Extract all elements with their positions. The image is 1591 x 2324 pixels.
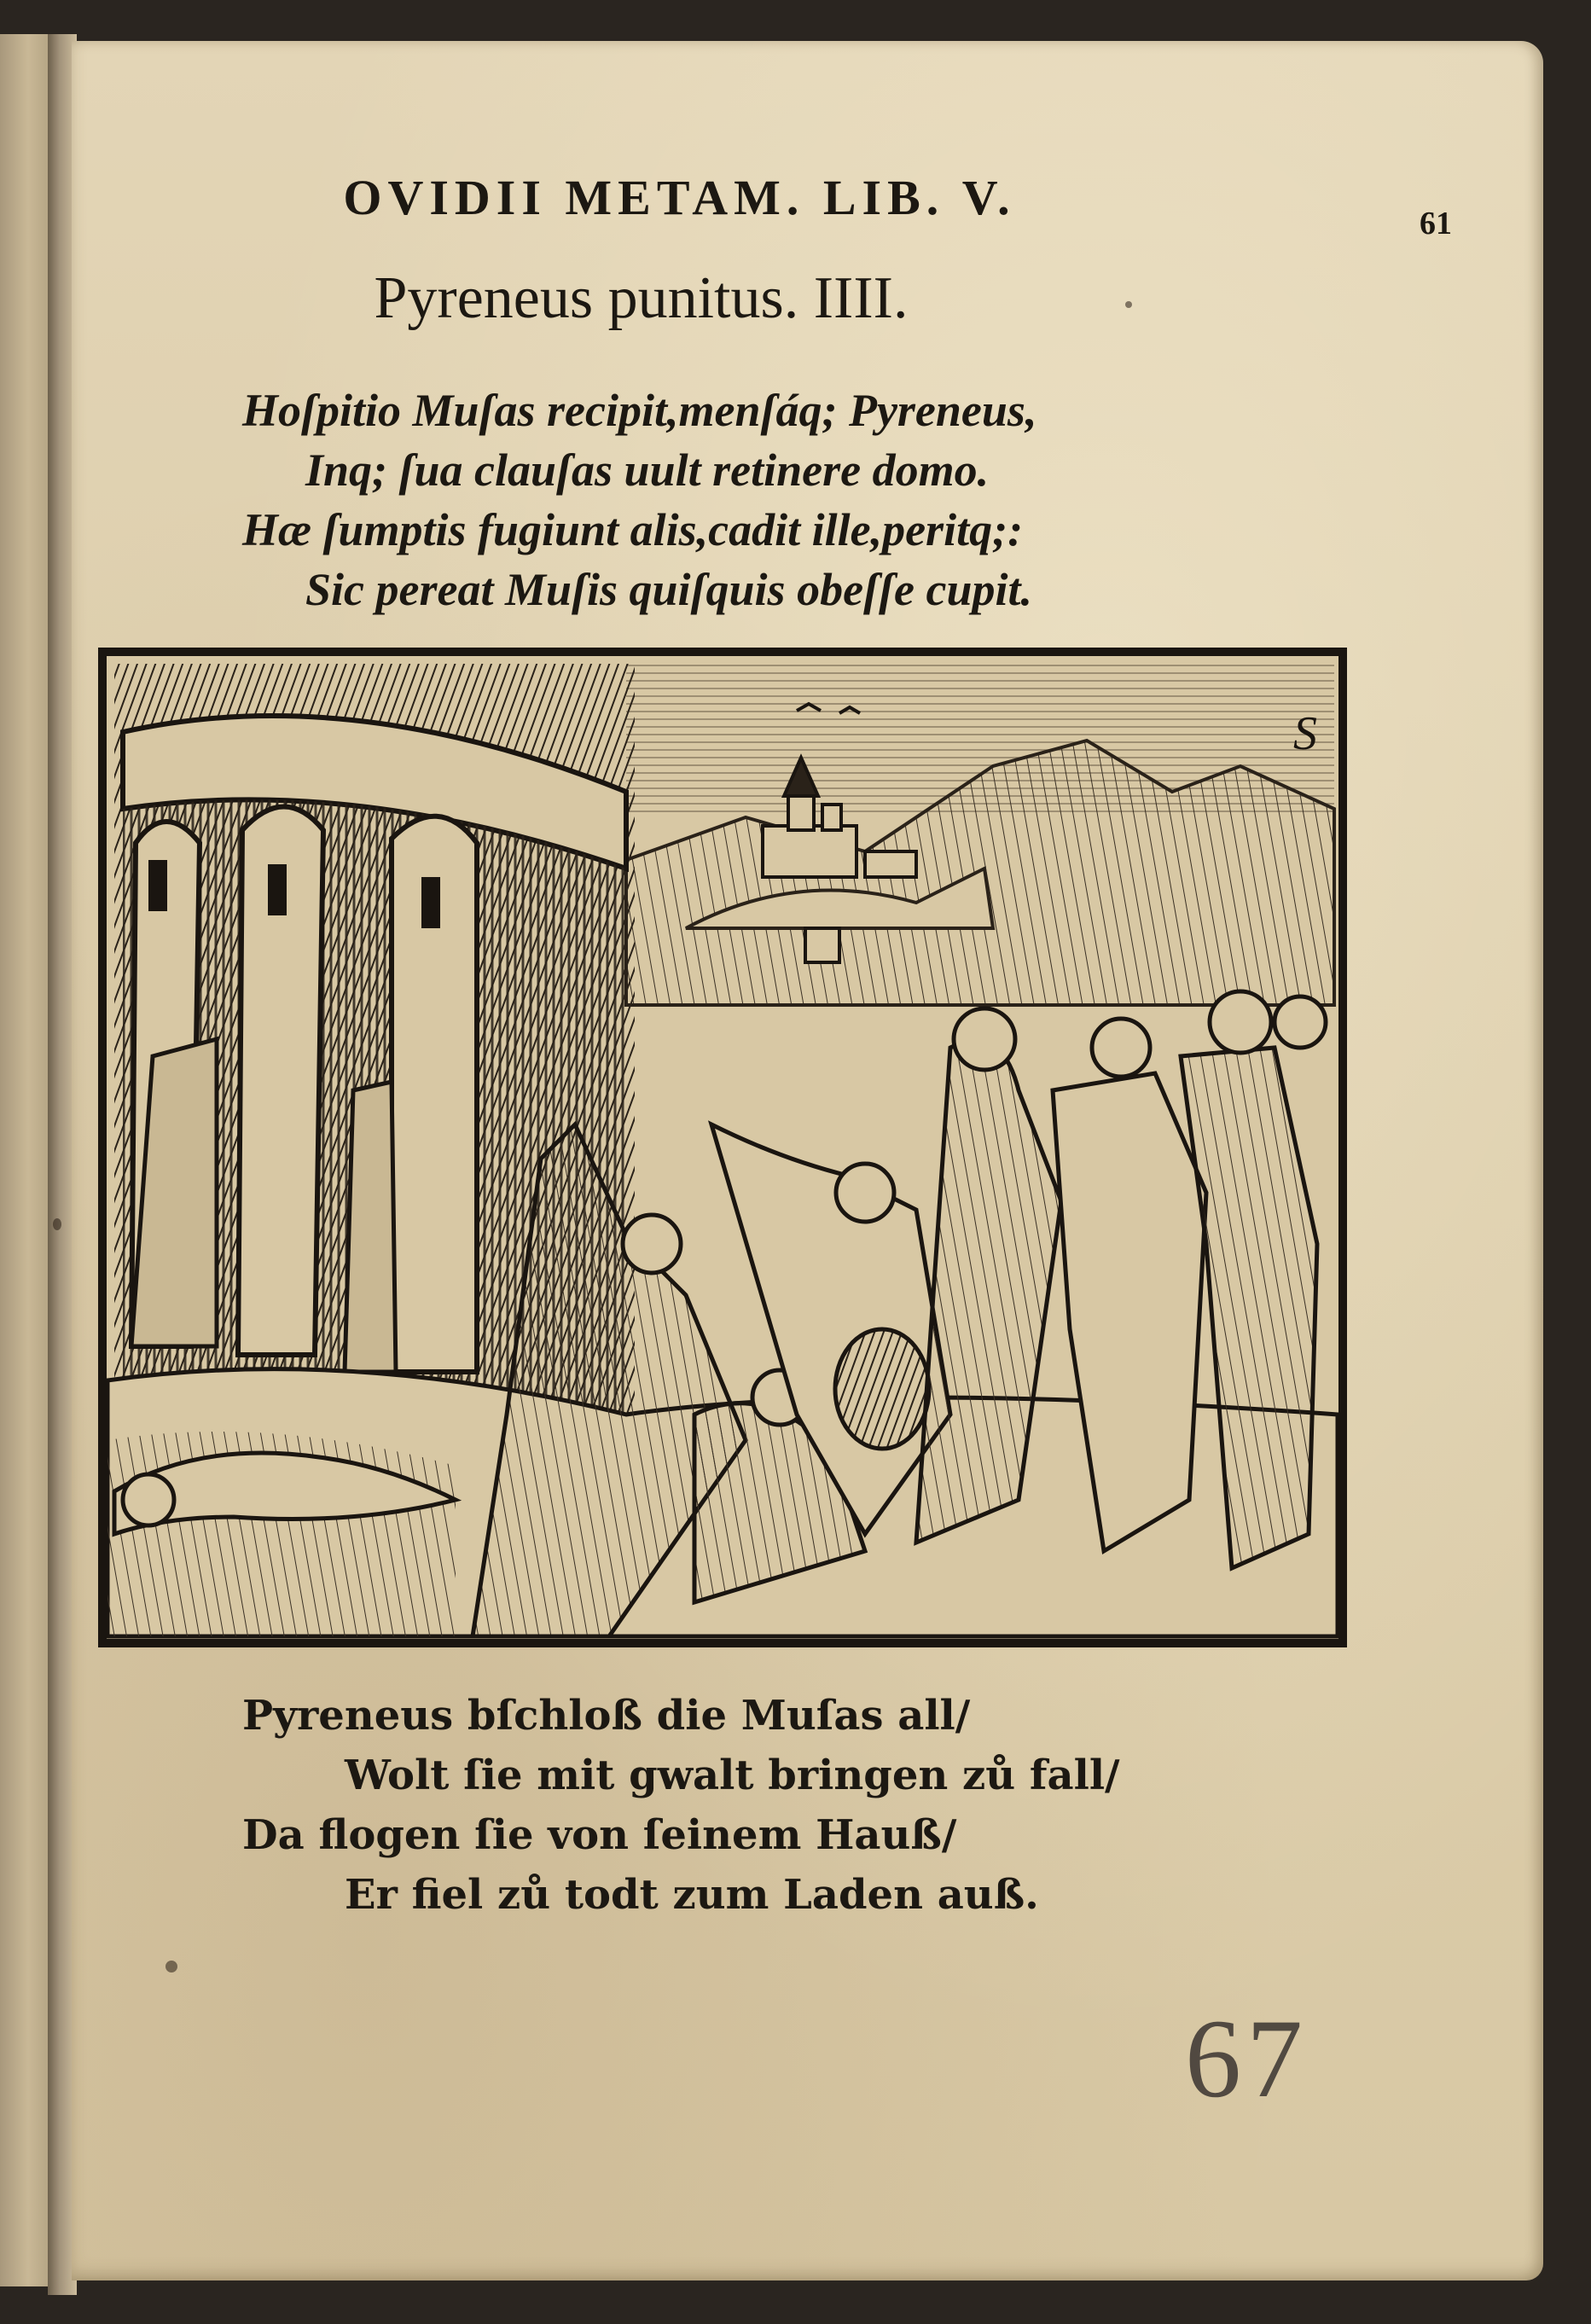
latin-line: Sic pereat Muſis quiſquis obeſſe cupit.: [305, 564, 1032, 615]
german-line: Wolt ſie mit gwalt bringen zů fall/: [345, 1752, 1120, 1799]
foxing-spot: [165, 1961, 177, 1972]
woodcut-illustration: [97, 647, 1348, 1648]
facing-page-edge: [0, 34, 51, 2286]
foxing-spot: [53, 1218, 61, 1230]
monogram: S: [1293, 707, 1317, 760]
latin-line: Hoſpitio Muſas recipit,menſáq; Pyreneus,: [242, 385, 1037, 436]
latin-line: Hæ ſumptis fugiunt alis,cadit ille,peritq;:: [242, 504, 1024, 555]
book-page: [72, 41, 1543, 2280]
section-heading: [72, 264, 1543, 333]
running-head: [72, 169, 1543, 226]
running-head-title: OVIDII METAM. LIB. V.: [343, 170, 1016, 225]
german-line: Da flogen ſie von ſeinem Hauß/: [242, 1811, 957, 1859]
foxing-spot: [1125, 301, 1132, 308]
section-heading-text: Pyreneus punitus. IIII.: [374, 265, 909, 331]
german-line: Er fiel zů todt zum Laden auß.: [345, 1871, 1039, 1919]
library-stamp-number: 67: [1185, 1996, 1308, 2121]
latin-line: Inq; ſua clauſas uult retinere domo.: [305, 444, 990, 496]
woodcut-svg: [97, 647, 1348, 1648]
folio-number: 61: [1420, 206, 1452, 241]
fallen-head: [123, 1474, 174, 1525]
german-line: Pyreneus bſchloß die Muſas all/: [242, 1692, 971, 1740]
german-verse: [242, 1686, 1351, 1925]
latin-verse: [242, 381, 1351, 619]
